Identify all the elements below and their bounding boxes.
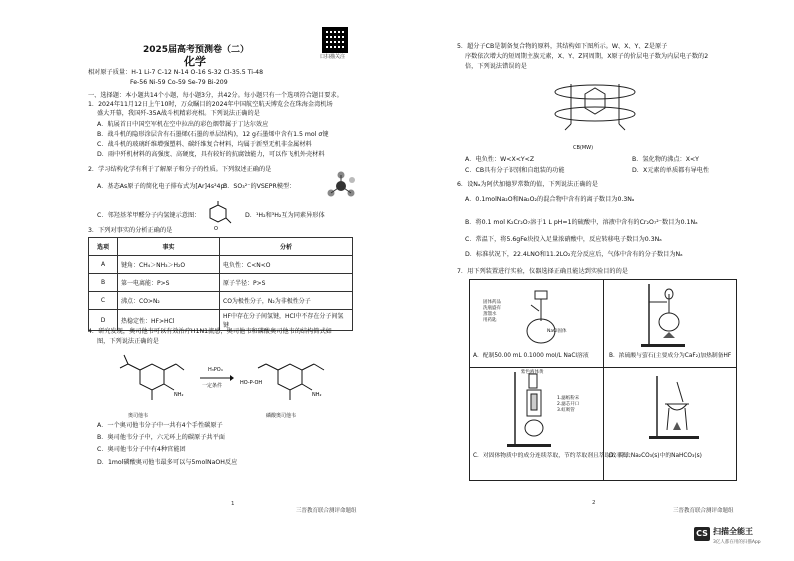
table-cell: 键角：CH₄＞NH₃＞H₂O [118,256,220,274]
apparatus-d-crucible [647,374,707,440]
subject-title: 化学 [184,55,206,68]
table-cell: 原子半径：P>S [220,274,353,292]
q4-stem2: 图，下列说法正确的是 [97,338,159,345]
qr-code [322,27,348,53]
table-cell: B [89,274,118,292]
salicylaldehyde-hbond-diagram [200,201,234,231]
q1-option-a: A．航展首日中国空军机在空中拉出的彩色烟带属于丁达尔效应 [97,121,269,128]
q5-stem2: 序数依次增大的短周期主族元素，X、Y、Z同周期，X原子的价层电子数为内层电子数的2 [465,53,709,60]
right-page [397,0,794,561]
apparatus-c-label: 紫色液体黄 [521,370,544,375]
table-header: 选项 [89,238,118,256]
q3-stem: 3．下列对事实的分析正确的是 [88,227,173,234]
table-cell: CO为极性分子，N₂为非极性分子 [220,292,353,310]
q5-option-c: C．CB具有分子识别和自组装的功能 [465,167,565,174]
q4-option-c: C．奥司他韦分子中有4种官能团 [97,446,186,453]
table-header: 分析 [220,238,353,256]
q7-option-d: D．除去Na₂CO₃(s)中的NaHCO₃(s) [609,453,702,459]
table-header-row [89,238,353,256]
q2-option-d: D．¹H₂和³H₂互为同素异形体 [245,212,325,219]
vsepr-model-diagram [325,171,357,201]
table-cell: 热稳定性：HF>HCl [118,310,220,331]
q1-option-c: C．战斗机的玻璃纤维增强塑料、碳纤维复合材料，均属于新型无机非金属材料 [97,141,312,148]
table-cell: 电负性：C<N<O [220,256,353,274]
reaction-arrow [200,375,234,381]
apparatus-c-label: 2.滤芯开口 [557,402,580,407]
q2-option-c: C．邻羟基苯甲醛分子内氢键示意图： [97,212,201,219]
q4-option-b: B．奥司他韦分子中，六元环上的碳原子共平面 [97,434,225,441]
grid-divider-horizontal [469,367,737,368]
footer-org: 三晋教育联合测评命题组 [673,508,734,514]
page-number: 1 [231,501,235,507]
oseltamivir-structure [110,350,190,412]
q4-option-d: D．1mol磷酸奥司他韦最多可以与5molNaOH反应 [97,459,238,466]
svg-text:O: O [214,226,218,231]
table-cell: HF中存在分子间氢键，HCl中不存在分子间氢键 [220,310,353,331]
scanner-logo: CS [694,527,710,541]
oseltamivir-phosphate-structure [238,350,338,412]
q7-stem: 7．用下列装置进行实验，仪器选择正确且能达到实验目的的是 [457,268,628,275]
q5-stem3: 倍，下列说法错误的是 [465,63,527,70]
q7-option-b: B．浓硫酸与萤石(主要成分为CaF₂)加热制备HF [609,353,732,359]
label-oseltamivir-phosphate: 磷酸奥司他韦 [266,413,297,419]
q4-option-a: A．一个奥司他韦分子中一共有4个手性碳原子 [97,422,223,429]
apparatus-a-label: 固体药品 [483,300,501,305]
apparatus-c-label: 3.虹吸管 [557,408,575,413]
apparatus-a-flask [495,285,585,345]
atomic-masses-line1: 相对原子质量：H-1 Li-7 C-12 N-14 O-16 S-32 Cl-35.5 Ti-48 [88,69,264,76]
table-row [89,274,353,292]
q4-stem1: 4．研究发现，奥司他韦可以有效治疗H1N1流感，奥司他韦和磷酸奥司他韦的结构简式如 [88,328,332,335]
apparatus-c-soxhlet [503,370,563,448]
reaction-reagent: H₃PO₄ [208,367,223,373]
cb-supramolecule-diagram [547,74,647,146]
q2-option-b: B．SO₃²⁻的VSEPR模型： [223,183,296,190]
label-oseltamivir: 奥司他韦 [128,413,149,419]
scanner-tagline: 3亿人都在用的扫描App [713,540,761,545]
q2-option-a: A．基态As原子的简化电子排布式为[Ar]4s²4p³ [97,183,227,190]
grid-divider-vertical [603,279,604,481]
table-cell: 第一电离能：P>S [118,274,220,292]
q1-option-b: B．战斗机的隐形涂层含有石墨烯(石墨的单层结构)，12 g石墨烯中含有1.5 mol σ键 [97,131,329,138]
q5-option-a: A．电负性：W<X<Y<Z [465,156,535,163]
table-cell: C [89,292,118,310]
apparatus-a-label: 用药匙 [483,318,497,323]
q1-stem1: 1．2024年11月12日上午10时，万众瞩目的2024年中国航空航天博览会在珠海金湾机场 [88,101,333,108]
table-row [89,256,353,274]
table-cell: D [89,310,118,331]
apparatus-a-label: 洗瓶盛有 [483,306,501,311]
q3-analysis-table [88,237,353,331]
q7-option-a: A．配制50.00 mL 0.1000 mol/L NaCl溶液 [473,353,589,359]
q2-stem: 2．学习结构化学有利于了解原子和分子的性质。下列叙述正确的是 [88,166,272,173]
svg-text:HO-P-OH: HO-P-OH [240,380,263,386]
q7-option-c-line: C．对固体物质中的成分连续萃取，节约萃取剂且萃取效率高 [473,453,628,459]
atomic-masses-line2: Fe-56 Ni-59 Co-59 Se-79 Bi-209 [130,79,228,86]
apparatus-b-distillation [639,282,699,348]
q6-option-a: A．0.1molNa₂O和Na₂O₂的混合物中含有的离子数目为0.3Nₐ [465,196,635,203]
apparatus-c-label: 1.滤纸粉末 [557,396,580,401]
q5-option-d: D．X元素的单质都有导电性 [632,167,710,174]
q5-option-b: B．氢化物的沸点：X<Y [632,156,699,163]
scanner-app-name: 扫描全能王 [713,527,753,536]
apparatus-a-label: 蒸馏水 [483,312,497,317]
cb-structure-label: CB(MW) [573,145,594,151]
table-header: 事实 [118,238,220,256]
q1-stem2: 盛大开幕，我国歼-35A战斗机精彩亮相。下列说法正确的是 [97,110,260,117]
apparatus-a-label: NaCl固体 [547,329,567,334]
q6-stem: 6．设Nₐ为阿伏加德罗常数的值，下列说法正确的是 [457,181,598,188]
table-row [89,292,353,310]
q5-stem1: 5．超分子CB是制备复合物的原料，其结构如下图所示。W、X、Y、Z是原子 [457,43,668,50]
q6-option-b: B．将0.1 mol K₂Cr₂O₇溶于1 L pH=1的硫酸中，溶液中含有的Cr₂O₇²⁻数目为0.1Nₐ [465,219,698,226]
exam-title: 2025届高考预测卷（二） [143,45,250,55]
q6-option-d: D．标准状况下，22.4LNO和11.2LO₂充分反应后，气体中含有的分子数目为Nₐ [465,251,683,258]
footer-org: 三晋教育联合测评命题组 [296,508,357,514]
svg-text:NH₂: NH₂ [312,392,322,398]
section-intro: 一、选择题：本小题共14个小题，每小题3分，共42分。每小题只有一个选项符合题目要求。 [88,92,343,99]
reaction-condition: 一定条件 [202,383,223,389]
qr-caption: 口扫描关注 [320,54,346,60]
svg-text:NH₂: NH₂ [174,392,184,398]
table-cell: A [89,256,118,274]
table-cell: 沸点：CO>N₂ [118,292,220,310]
q1-option-d: D．雨中歼机材料的高强度、高硬度，具有较好的抗腐蚀能力，可以作飞机外壳材料 [97,151,325,158]
page-number: 2 [592,500,596,506]
q6-option-c: C．常温下，将5.6gFe块投入足量浓硝酸中，反应转移电子数目为0.3Nₐ [465,236,662,243]
